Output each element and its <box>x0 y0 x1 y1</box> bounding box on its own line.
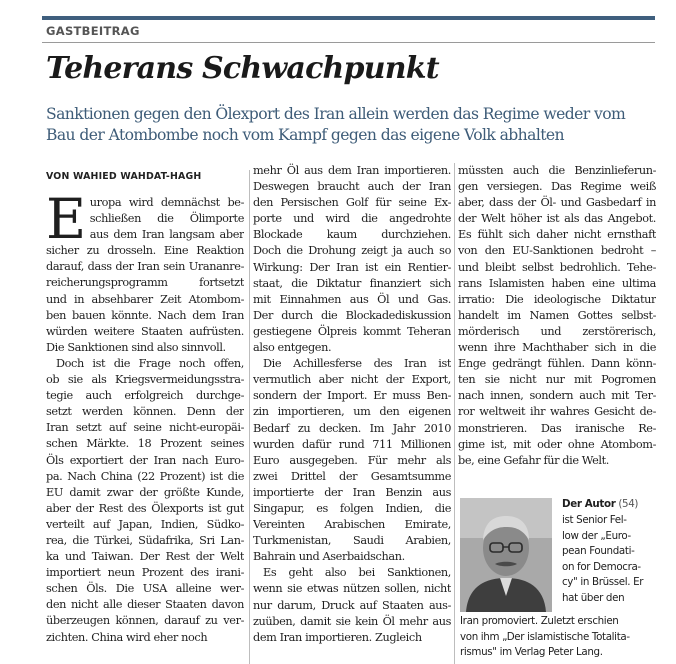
author-bio-line: on for Democra- <box>562 560 641 573</box>
text-line: gen versiegen. Das Regime weiß <box>458 180 656 194</box>
text-line: von den EU-Sanktionen bedroht – <box>458 244 656 258</box>
text-line: rans Islamisten haben eine ultima <box>458 276 656 290</box>
text-line: aber der Rest des Ölexports ist gut <box>46 501 244 515</box>
text-line: müssten auch die Benzinlieferun- <box>458 164 656 177</box>
author-bio-line: pean Foundati- <box>562 545 635 558</box>
text-line: Singapur, es folgen Indien, die <box>253 501 451 515</box>
text-line: also entgegen. <box>253 341 332 355</box>
text-line: Vereinten Arabischen Emirate, <box>253 518 451 532</box>
text-line: mit Einnahmen aus Öl und Gas. <box>253 292 451 306</box>
column-divider <box>454 163 455 664</box>
text-line: Die Sanktionen sind also sinnvoll. <box>46 340 226 354</box>
text-line: importiert neun Prozent des irani- <box>46 566 244 580</box>
text-line: schen Märkte. 18 Prozent seines <box>46 437 244 451</box>
text-line: rea, die Türkei, Südafrika, Sri Lan- <box>46 533 244 547</box>
author-photo <box>460 498 552 612</box>
author-bio-line: rismus" im Verlag Peter Lang. <box>460 646 603 659</box>
text-line: Die Achillesferse des Iran ist <box>263 357 451 371</box>
text-line: und bleibt selbst bedrohlich. Tehe- <box>458 260 656 274</box>
author-bio-line: Iran promoviert. Zuletzt erschien <box>460 615 619 627</box>
section-kicker: GASTBEITRAG <box>46 24 140 38</box>
drop-cap: E <box>46 187 86 251</box>
text-line: Der durch die Blockadediskussion <box>253 308 451 322</box>
text-line: zin importieren, um den eigenen <box>253 405 451 419</box>
text-line: Doch die Drohung zeigt ja auch so <box>253 244 451 258</box>
kicker-divider <box>42 42 655 43</box>
text-line: ror weltweit ihr wahres Gesicht de- <box>458 405 656 419</box>
text-line: und in absehbarer Zeit Atombom- <box>46 292 244 306</box>
text-line: der Welt höher ist als das Angebot. <box>458 212 656 226</box>
article-column-2 <box>253 163 451 646</box>
text-line: schließen die Ölimporte <box>89 212 244 226</box>
text-line: wurden dafür rund 711 Millionen <box>253 437 451 451</box>
text-line: tegie auch erfolgreich durchge- <box>46 389 244 403</box>
text-line: Es fühlt sich daher nicht ernsthaft <box>458 228 656 242</box>
text-line: nach innen, sondern auch mit Ter- <box>458 389 656 403</box>
text-line: Doch ist die Frage noch offen, <box>56 356 244 370</box>
text-line: schen Öls. Die USA alleine wer- <box>46 582 244 596</box>
text-line: reicherungsprogramm fortsetzt <box>46 276 244 290</box>
author-bio-line: von ihm „Der islamistische Totalita- <box>460 630 630 643</box>
author-age: (54) <box>618 498 639 510</box>
text-line: EU damit zwar der größte Kunde, <box>46 485 244 499</box>
text-line: porte und wird die angedrohte <box>253 212 451 226</box>
text-line: verteilt auf Japan, Indien, Südko- <box>46 517 244 531</box>
text-line: ka und Taiwan. Der Rest der Welt <box>46 550 244 564</box>
top-rule <box>42 16 655 20</box>
author-bio-line: low der „Euro- <box>562 529 631 542</box>
text-line: darauf, dass der Iran sein Urananre- <box>46 260 244 274</box>
text-line: irratio: Die ideologische Diktatur <box>458 292 656 306</box>
text-line: Enge gedrängt fühlen. Dann könn- <box>458 357 656 371</box>
text-line: dem Iran importieren. Zugleich <box>253 630 422 644</box>
text-line: mörderisch und zerstörerisch, <box>458 324 656 338</box>
text-line: Wirkung: Der Iran ist ein Rentier- <box>253 260 451 274</box>
text-line: Euro ausgegeben. Für mehr als <box>253 453 451 467</box>
author-label: Der Autor <box>562 498 616 510</box>
text-line: überzeugen können, darauf zu ver- <box>46 614 244 628</box>
text-line: handelt im Namen Gottes selbst- <box>458 308 656 322</box>
author-bio-line: cy" in Brüssel. Er <box>562 576 644 589</box>
text-line: mehr Öl aus dem Iran importieren. <box>253 164 451 177</box>
text-line: zichten. China wird eher noch <box>46 630 208 644</box>
text-line: setzt werden können. Denn der <box>46 405 244 419</box>
text-line: Öls exportiert der Iran nach Euro- <box>46 453 244 467</box>
text-line: Bahrain und Aserbaidschan. <box>253 550 405 564</box>
text-line: gestiegene Ölpreis kommt Teheran <box>253 324 451 338</box>
text-line: ten sie nicht nur mit Pogromen <box>458 373 656 387</box>
text-line: ob sie als Kriegsvermeidungsstra- <box>46 373 244 387</box>
text-line: sondern der Import. Er muss Ben- <box>253 389 451 403</box>
text-line: sicher zu drosseln. Eine Reaktion <box>46 244 244 258</box>
text-line: Bedarf zu decken. Im Jahr 2010 <box>253 421 451 435</box>
byline: VON WAHIED WAHDAT-HAGH <box>46 171 202 182</box>
article-column-1 <box>46 187 244 646</box>
author-bio-line: ist Senior Fel- <box>562 514 627 526</box>
text-line: wenn sie etwas nützen sollen, nicht <box>253 582 451 596</box>
text-line: Iran setzt auf seine nicht-europäi- <box>46 421 244 435</box>
text-line: monstrieren. Das iranische Re- <box>458 421 656 435</box>
column-divider <box>249 170 250 664</box>
text-line: importierte der Iran Benzin aus <box>253 485 451 499</box>
text-line: wenn ihre Machthaber sich in die <box>458 341 656 355</box>
article-column-3 <box>458 163 656 469</box>
text-line: den nicht alle dieser Staaten davon <box>46 598 244 612</box>
text-line: würden weitere Staaten aufrüsten. <box>46 324 244 338</box>
author-bio-below <box>460 614 630 661</box>
headline: Teherans Schwachpunkt <box>46 51 439 86</box>
text-line: nur darum, Druck auf Staaten aus- <box>253 598 451 612</box>
text-line: gime ist, mit oder ohne Atombom- <box>458 437 656 451</box>
text-line: ben bauen könnte. Nach dem Iran <box>46 308 244 322</box>
text-line: staat, die Diktatur finanziert sich <box>253 276 451 290</box>
text-line: den Persischen Golf für seine Ex- <box>253 196 451 210</box>
text-line: zuüben, damit sie kein Öl mehr aus <box>253 614 451 628</box>
author-intro <box>562 497 638 513</box>
text-line: Es geht also bei Sanktionen, <box>263 566 451 580</box>
text-line: pa. Nach China (22 Prozent) ist die <box>46 469 244 483</box>
text-line: vermutlich aber nicht der Export, <box>253 373 451 387</box>
author-bio-beside <box>562 513 643 607</box>
deck: Sanktionen gegen den Ölexport des Iran allein werden das Regime weder vom Bau der Atombombe noch vom Kampf gegen das eigene Volk abhalten <box>46 105 626 144</box>
text-line: be, eine Gefahr für die Welt. <box>458 453 609 467</box>
text-line: Turkmenistan, Saudi Arabien, <box>253 534 451 548</box>
text-line: uropa wird demnächst be- <box>89 196 244 209</box>
text-line: Blockade kaum durchziehen. <box>253 228 451 242</box>
text-line: aber, dass der Öl- und Gasbedarf in <box>458 196 656 210</box>
text-line: Deswegen braucht auch der Iran <box>253 180 451 194</box>
text-line: zwei Drittel der Gesamtsumme <box>253 469 451 483</box>
author-bio-line: hat über den <box>562 591 625 604</box>
text-line: aus dem Iran langsam aber <box>89 228 244 242</box>
